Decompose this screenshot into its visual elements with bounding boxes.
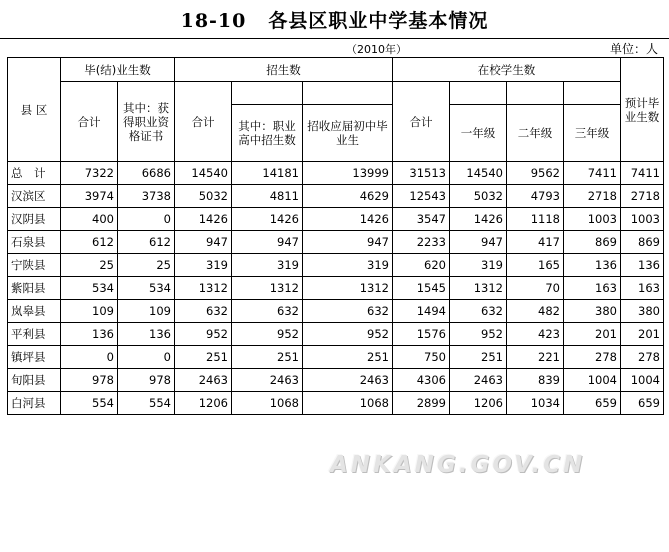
county-name-cell: 平利县 — [8, 323, 61, 346]
value-cell: 0 — [61, 346, 118, 369]
value-cell: 839 — [507, 369, 564, 392]
value-cell: 1312 — [303, 277, 393, 300]
value-cell: 163 — [621, 277, 664, 300]
header-grade3: 三年级 — [564, 105, 621, 162]
table-row — [8, 369, 664, 392]
value-cell: 978 — [61, 369, 118, 392]
value-cell: 750 — [393, 346, 450, 369]
value-cell: 2718 — [621, 185, 664, 208]
header-grad-total: 合计 — [61, 82, 118, 162]
value-cell: 25 — [61, 254, 118, 277]
table-row — [8, 300, 664, 323]
value-cell: 9562 — [507, 162, 564, 185]
value-cell: 1206 — [175, 392, 232, 415]
value-cell: 2463 — [175, 369, 232, 392]
year-label: （2010年） — [346, 43, 407, 56]
county-name-cell: 岚皋县 — [8, 300, 61, 323]
value-cell: 2463 — [303, 369, 393, 392]
value-cell: 221 — [507, 346, 564, 369]
header-blank-b — [303, 82, 393, 105]
header-blank-e — [564, 82, 621, 105]
value-cell: 1206 — [450, 392, 507, 415]
value-cell: 423 — [507, 323, 564, 346]
value-cell: 14540 — [450, 162, 507, 185]
header-blank-d — [507, 82, 564, 105]
county-name-cell: 总 计 — [8, 162, 61, 185]
value-cell: 380 — [621, 300, 664, 323]
value-cell: 952 — [232, 323, 303, 346]
header-grade1: 一年级 — [450, 105, 507, 162]
value-cell: 251 — [303, 346, 393, 369]
county-name-cell: 镇坪县 — [8, 346, 61, 369]
value-cell: 978 — [118, 369, 175, 392]
value-cell: 251 — [175, 346, 232, 369]
header-grad-cert: 其中：获得职业资格证书 — [118, 82, 175, 162]
header-graduates: 毕(结)业生数 — [61, 58, 175, 82]
value-cell: 31513 — [393, 162, 450, 185]
statistics-table — [7, 57, 664, 415]
value-cell: 4306 — [393, 369, 450, 392]
page-title — [0, 6, 669, 33]
value-cell: 1312 — [175, 277, 232, 300]
value-cell: 1426 — [175, 208, 232, 231]
value-cell: 12543 — [393, 185, 450, 208]
value-cell: 251 — [450, 346, 507, 369]
value-cell: 201 — [621, 323, 664, 346]
value-cell: 1426 — [303, 208, 393, 231]
value-cell: 0 — [118, 346, 175, 369]
value-cell: 5032 — [450, 185, 507, 208]
value-cell: 380 — [564, 300, 621, 323]
header-row-2 — [8, 82, 664, 105]
value-cell: 109 — [118, 300, 175, 323]
value-cell: 947 — [232, 231, 303, 254]
value-cell: 14181 — [232, 162, 303, 185]
value-cell: 1426 — [232, 208, 303, 231]
value-cell: 2718 — [564, 185, 621, 208]
value-cell: 4629 — [303, 185, 393, 208]
value-cell: 319 — [175, 254, 232, 277]
value-cell: 612 — [118, 231, 175, 254]
value-cell: 659 — [564, 392, 621, 415]
value-cell: 632 — [232, 300, 303, 323]
value-cell: 947 — [303, 231, 393, 254]
value-cell: 534 — [61, 277, 118, 300]
value-cell: 1068 — [232, 392, 303, 415]
value-cell: 6686 — [118, 162, 175, 185]
value-cell: 2233 — [393, 231, 450, 254]
value-cell: 1545 — [393, 277, 450, 300]
value-cell: 2463 — [232, 369, 303, 392]
value-cell: 3974 — [61, 185, 118, 208]
value-cell: 1494 — [393, 300, 450, 323]
unit-label: 单位：人 — [610, 42, 659, 56]
value-cell: 659 — [621, 392, 664, 415]
table-row — [8, 346, 664, 369]
value-cell: 4793 — [507, 185, 564, 208]
value-cell: 109 — [61, 300, 118, 323]
county-name-cell: 紫阳县 — [8, 277, 61, 300]
value-cell: 319 — [303, 254, 393, 277]
value-cell: 3738 — [118, 185, 175, 208]
value-cell: 1426 — [450, 208, 507, 231]
value-cell: 620 — [393, 254, 450, 277]
value-cell: 5032 — [175, 185, 232, 208]
value-cell: 3547 — [393, 208, 450, 231]
value-cell: 1004 — [621, 369, 664, 392]
value-cell: 1034 — [507, 392, 564, 415]
header-blank-a — [232, 82, 303, 105]
county-name-cell: 白河县 — [8, 392, 61, 415]
header-enroll-jr: 招收应届初中毕业生 — [303, 105, 393, 162]
value-cell: 14540 — [175, 162, 232, 185]
value-cell: 482 — [507, 300, 564, 323]
value-cell: 0 — [118, 208, 175, 231]
value-cell: 136 — [118, 323, 175, 346]
value-cell: 612 — [61, 231, 118, 254]
value-cell: 417 — [507, 231, 564, 254]
value-cell: 952 — [303, 323, 393, 346]
table-row — [8, 185, 664, 208]
table-row — [8, 254, 664, 277]
county-name-cell: 汉阴县 — [8, 208, 61, 231]
value-cell: 1118 — [507, 208, 564, 231]
value-cell: 251 — [232, 346, 303, 369]
value-cell: 554 — [118, 392, 175, 415]
value-cell: 7322 — [61, 162, 118, 185]
value-cell: 2463 — [450, 369, 507, 392]
value-cell: 1003 — [564, 208, 621, 231]
value-cell: 136 — [621, 254, 664, 277]
title-divider — [0, 38, 669, 39]
value-cell: 1004 — [564, 369, 621, 392]
value-cell: 136 — [564, 254, 621, 277]
value-cell: 13999 — [303, 162, 393, 185]
header-stu-total: 合计 — [393, 82, 450, 162]
county-name-cell: 宁陕县 — [8, 254, 61, 277]
value-cell: 869 — [564, 231, 621, 254]
value-cell: 632 — [303, 300, 393, 323]
header-row-1 — [8, 58, 664, 82]
table-row — [8, 208, 664, 231]
header-blank-c — [450, 82, 507, 105]
county-name-cell: 汉滨区 — [8, 185, 61, 208]
value-cell: 947 — [450, 231, 507, 254]
title-number: 18-10 — [180, 10, 247, 32]
header-enroll-total: 合计 — [175, 82, 232, 162]
value-cell: 4811 — [232, 185, 303, 208]
value-cell: 70 — [507, 277, 564, 300]
county-name-cell: 石泉县 — [8, 231, 61, 254]
value-cell: 1312 — [232, 277, 303, 300]
value-cell: 400 — [61, 208, 118, 231]
value-cell: 136 — [61, 323, 118, 346]
value-cell: 1576 — [393, 323, 450, 346]
header-grade2: 二年级 — [507, 105, 564, 162]
header-enroll-hs: 其中：职业高中招生数 — [232, 105, 303, 162]
value-cell: 319 — [232, 254, 303, 277]
value-cell: 1312 — [450, 277, 507, 300]
value-cell: 947 — [175, 231, 232, 254]
table-body — [8, 162, 664, 415]
value-cell: 278 — [564, 346, 621, 369]
table-row — [8, 392, 664, 415]
value-cell: 534 — [118, 277, 175, 300]
header-students: 在校学生数 — [393, 58, 621, 82]
table-row — [8, 231, 664, 254]
value-cell: 278 — [621, 346, 664, 369]
value-cell: 7411 — [564, 162, 621, 185]
value-cell: 201 — [564, 323, 621, 346]
table-row — [8, 277, 664, 300]
value-cell: 163 — [564, 277, 621, 300]
value-cell: 952 — [175, 323, 232, 346]
value-cell: 1003 — [621, 208, 664, 231]
value-cell: 632 — [175, 300, 232, 323]
header-enroll: 招生数 — [175, 58, 393, 82]
header-expected: 预计毕业生数 — [621, 58, 664, 162]
value-cell: 632 — [450, 300, 507, 323]
title-text: 各县区职业中学基本情况 — [268, 10, 489, 32]
value-cell: 165 — [507, 254, 564, 277]
value-cell: 554 — [61, 392, 118, 415]
value-cell: 319 — [450, 254, 507, 277]
value-cell: 2899 — [393, 392, 450, 415]
header-county: 县 区 — [8, 58, 61, 162]
value-cell: 869 — [621, 231, 664, 254]
table-row — [8, 162, 664, 185]
value-cell: 1068 — [303, 392, 393, 415]
table-row — [8, 323, 664, 346]
value-cell: 25 — [118, 254, 175, 277]
value-cell: 7411 — [621, 162, 664, 185]
county-name-cell: 旬阳县 — [8, 369, 61, 392]
watermark: ANKANG.GOV.CN — [330, 452, 586, 478]
value-cell: 952 — [450, 323, 507, 346]
